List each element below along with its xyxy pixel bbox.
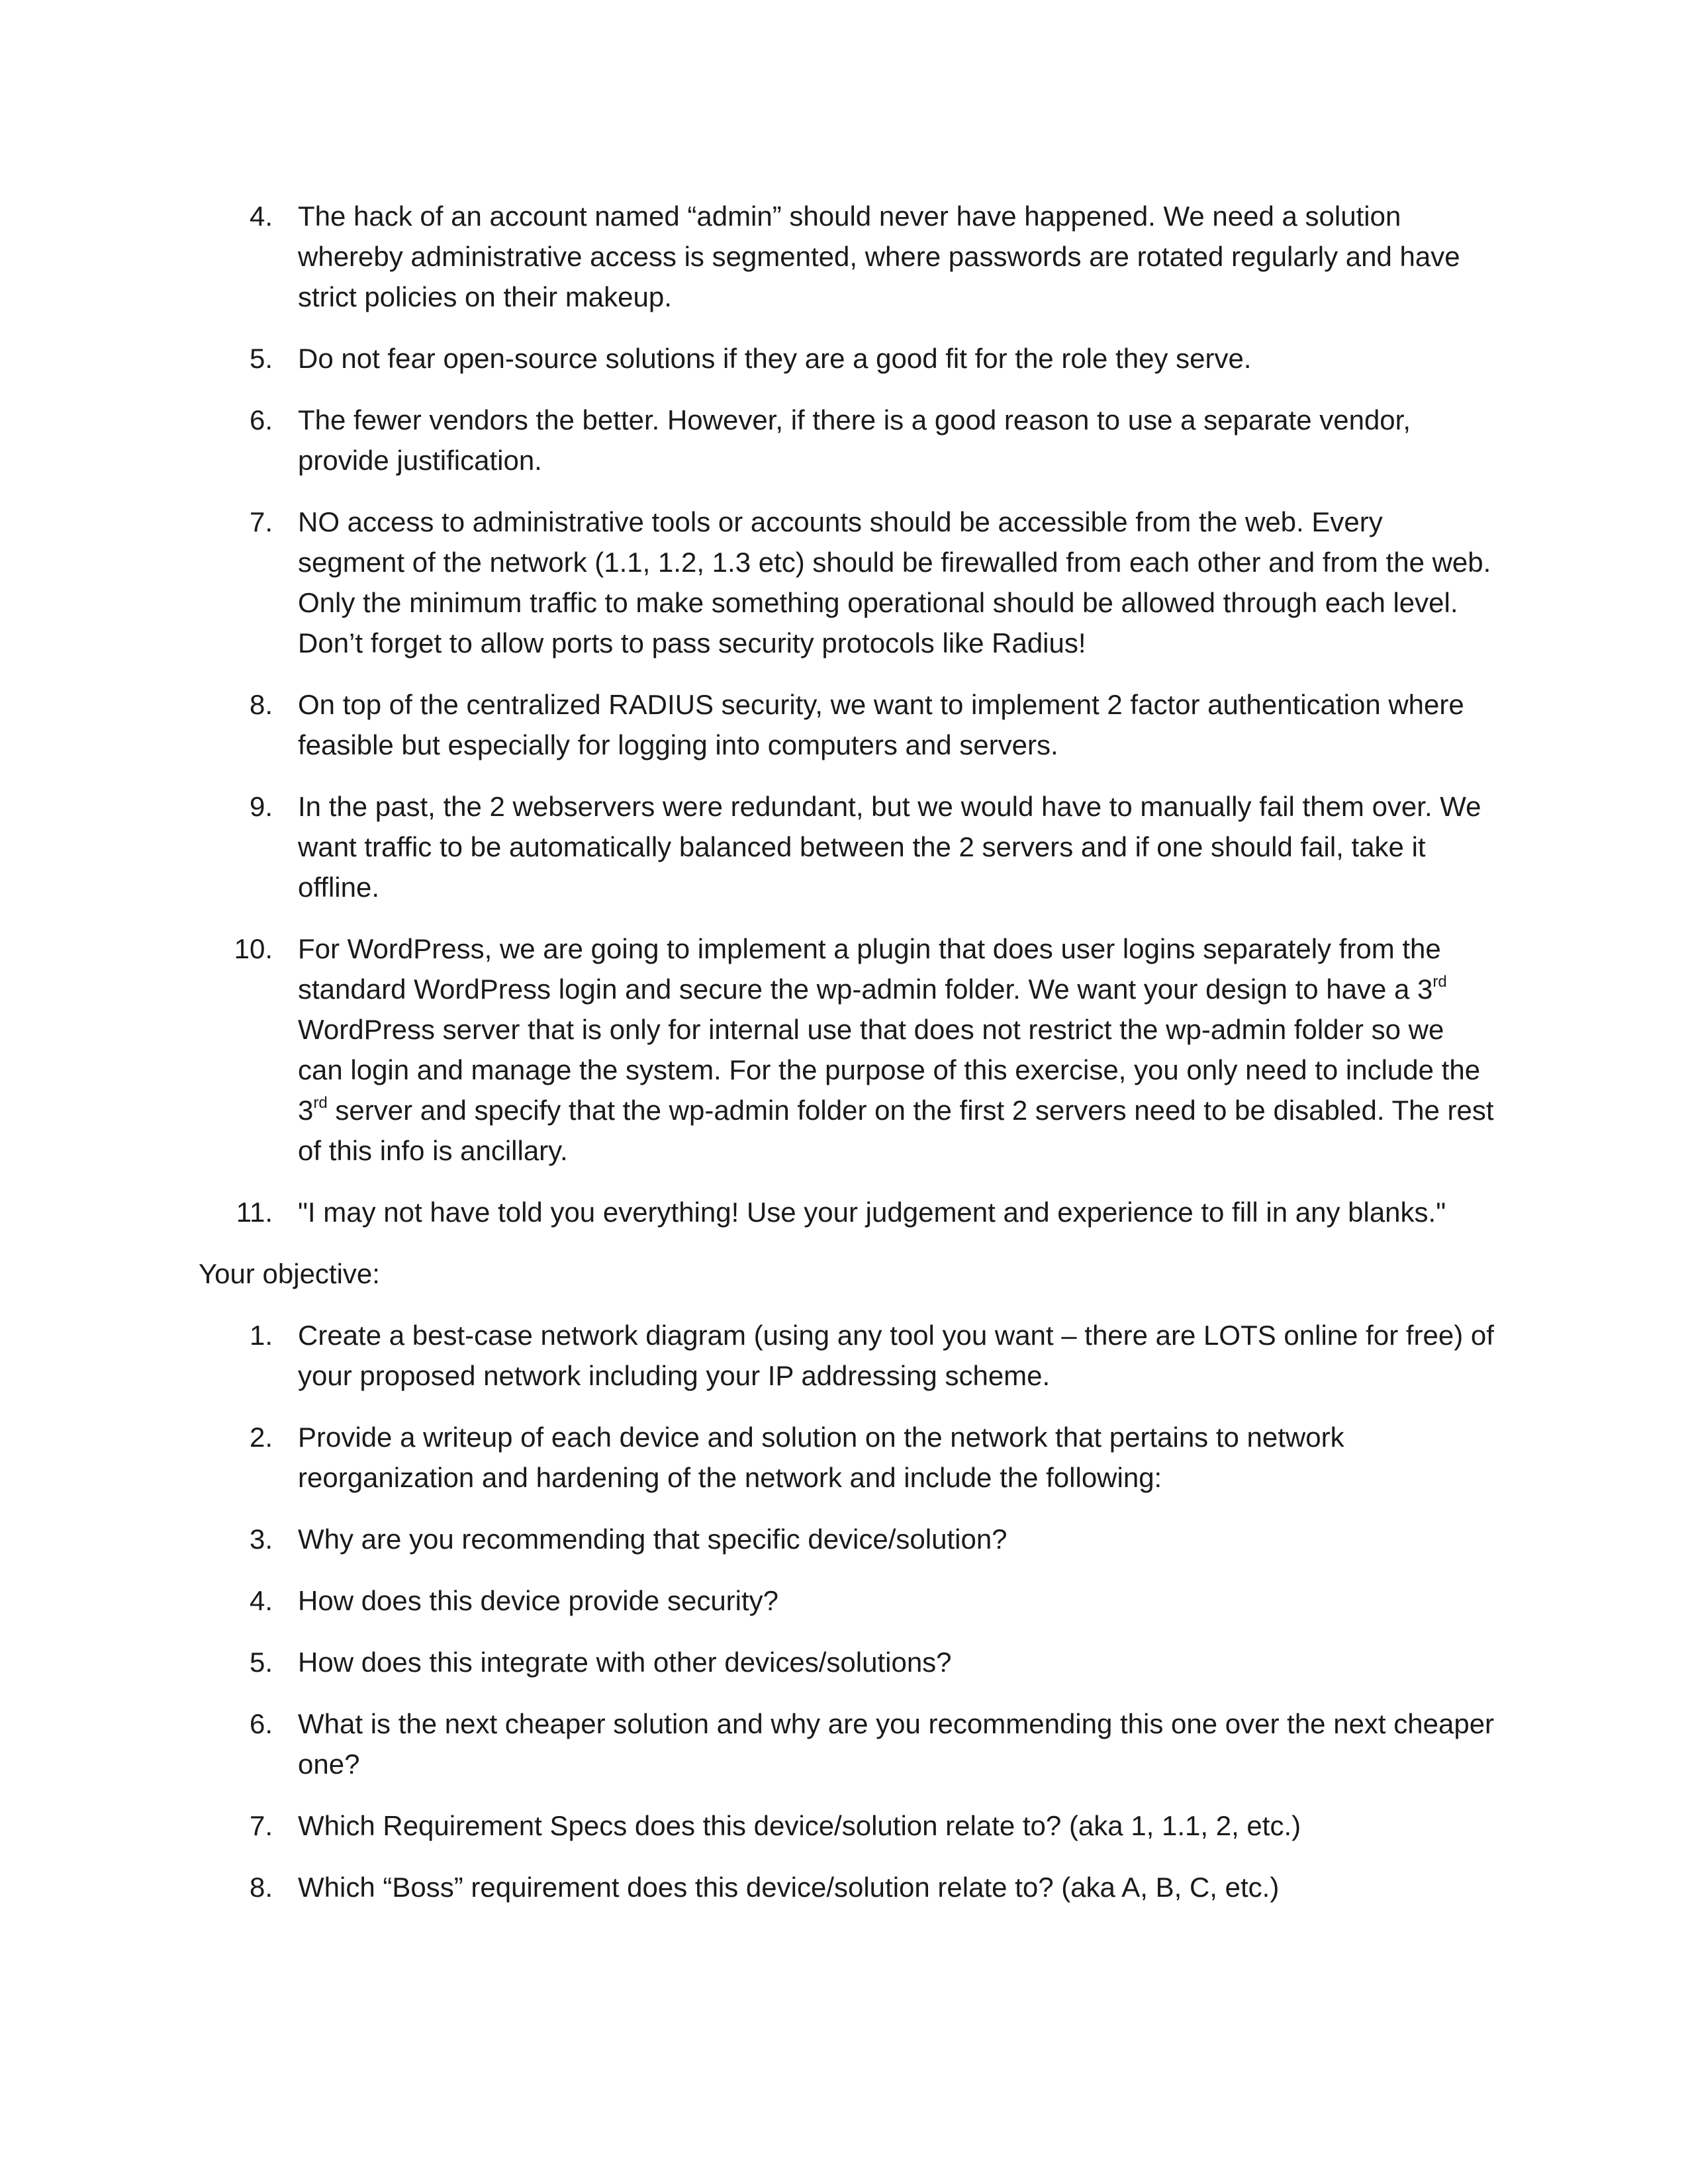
requirements-list (199, 196, 1496, 1232)
objectives-list (199, 1315, 1496, 1907)
document-body (199, 196, 1496, 1929)
list-item (199, 786, 1496, 907)
list-number: 10. (234, 933, 273, 964)
list-text: The hack of an account named “admin” should never have happened. We need a solution whereby administrative access is segmented, where passwords are rotated regularly and have strict policies on their makeup. (298, 201, 1460, 312)
list-number: 5. (249, 343, 273, 374)
list-item (199, 1519, 1496, 1559)
list-text (298, 933, 1494, 1166)
list-text: Do not fear open-source solutions if they are a good fit for the role they serve. (298, 343, 1252, 374)
list-item (199, 1315, 1496, 1396)
list-text: NO access to administrative tools or accounts should be accessible from the web. Every segment of the network (1.1, 1.2, 1.3 etc) should be firewalled from each other and from the web. Only the minimum traffic to make something operational should be allowed through each level. Don’t forget to allow ports to pass security protocols like Radius! (298, 506, 1491, 659)
list-item (199, 502, 1496, 663)
list-item (199, 1805, 1496, 1846)
list-item (199, 1192, 1496, 1232)
list-text-part: WordPress server that is only for internal use that does not restrict the wp-admin folder so we can login and manage the system. For the purpose of this exercise, you only need to include the 3 (298, 1014, 1481, 1126)
list-text: Which Requirement Specs does this device/solution relate to? (aka 1, 1.1, 2, etc.) (298, 1810, 1301, 1841)
list-item (199, 400, 1496, 480)
list-text: Create a best-case network diagram (using any tool you want – there are LOTS online for free) of your proposed network including your IP addressing scheme. (298, 1320, 1494, 1391)
ordinal-superscript: rd (1432, 973, 1447, 991)
list-item (199, 1642, 1496, 1682)
list-number: 2. (249, 1422, 273, 1453)
list-number: 3. (249, 1524, 273, 1555)
list-item (199, 1417, 1496, 1498)
list-text: Which “Boss” requirement does this device/solution relate to? (aka A, B, C, etc.) (298, 1872, 1280, 1903)
list-item (199, 929, 1496, 1171)
list-text: What is the next cheaper solution and why are you recommending this one over the next cheaper one? (298, 1708, 1495, 1780)
list-number: 8. (249, 1872, 273, 1903)
list-number: 9. (249, 791, 273, 822)
list-text: Provide a writeup of each device and solution on the network that pertains to network reorganization and hardening of the network and include the following: (298, 1422, 1344, 1493)
list-number: 7. (249, 506, 273, 537)
list-number: 7. (249, 1810, 273, 1841)
list-number: 11. (236, 1197, 273, 1228)
objective-heading: Your objective: (199, 1258, 380, 1289)
list-number: 6. (249, 404, 273, 435)
list-number: 4. (249, 1585, 273, 1616)
list-text: How does this integrate with other devices/solutions? (298, 1647, 952, 1678)
list-text: The fewer vendors the better. However, if there is a good reason to use a separate vendor, provide justification. (298, 404, 1411, 476)
list-text: "I may not have told you everything! Use your judgement and experience to fill in any blanks." (298, 1197, 1446, 1228)
list-item (199, 338, 1496, 379)
list-text: Why are you recommending that specific device/solution? (298, 1524, 1008, 1555)
list-item (199, 684, 1496, 765)
list-number: 8. (249, 689, 273, 720)
list-number: 5. (249, 1647, 273, 1678)
list-item (199, 1704, 1496, 1784)
list-item (199, 1867, 1496, 1907)
list-item (199, 1580, 1496, 1621)
list-text: How does this device provide security? (298, 1585, 779, 1616)
list-text-part: For WordPress, we are going to implement a plugin that does user logins separately from the standard WordPress login and secure the wp-admin folder. We want your design to have a 3 (298, 933, 1441, 1005)
list-number: 4. (249, 201, 273, 232)
ordinal-superscript: rd (313, 1094, 328, 1112)
list-text-part: server and specify that the wp-admin folder on the first 2 servers need to be disabled. The rest of this info is ancillary. (298, 1095, 1494, 1166)
list-item (199, 196, 1496, 317)
list-number: 1. (249, 1320, 273, 1351)
list-number: 6. (249, 1708, 273, 1739)
list-text: On top of the centralized RADIUS security, we want to implement 2 factor authentication where feasible but especially for logging into computers and servers. (298, 689, 1464, 760)
list-text: In the past, the 2 webservers were redundant, but we would have to manually fail them over. We want traffic to be automatically balanced between the 2 servers and if one should fail, take it offline. (298, 791, 1481, 903)
